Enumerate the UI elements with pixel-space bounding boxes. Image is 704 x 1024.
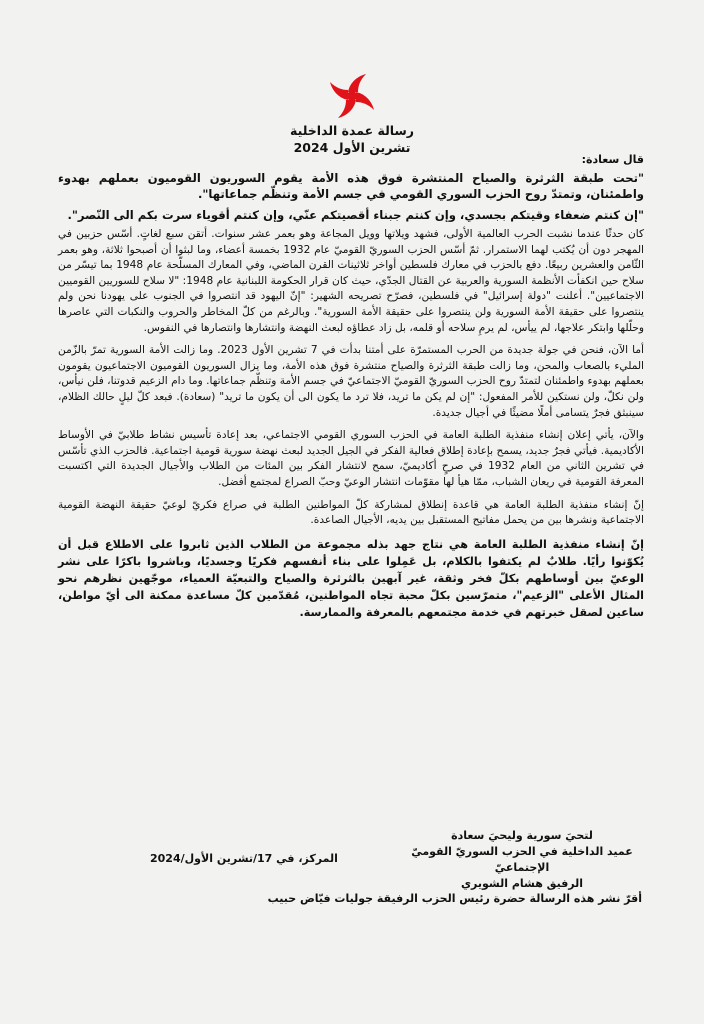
quote-label: قال سعادة: [581, 153, 644, 166]
paragraph-launch-base: إنّ إنشاء منفذية الطلبة العامة هي قاعدة إنطلاق لمشاركة كلّ المواطنين الطلبة في صراع فكريّ لوعيّ حقيقة النهضة القومية الاجتماعية ونشرها بين من يحمل مفاتيح المستقبل بين يديه، الأجيال الصاعدة. [58, 498, 644, 527]
paragraph-history: كان حدثًا عندما نشبت الحرب العالمية الأولى، فشهد ويلاتها وويل المجاعة وهو بعمر عشر سنوات. أتقن سبع لغاتٍ. أسّس حزبين في المهجر دون أن يُكتب لهما الاستمرار. ثمّ أسّس الحزب السوريّ القوميّ عام 1932 بخمسة أعضاء، وما لبثوا أن أصبحوا ثلاثة، وهو بعمر الثّامن والعشرين ربيعًا. دفع بالحزب في معارك فلسطين أواخر ثلاثينات القرن الماضي، وفي المعارك المسلّحة عام 1948 بما تيسّر من سلاح حين انكفأت الأنظمة السورية والعربية عن القتال الجدّي، حيث كان قرار الحكومة اللبنانية عام 1948: "لا سلاح للسوريين القوميين الاجتماعيين". أعلنت "دولة إسرائيل" في فلسطين، فصرّح تصريحه الشهير: "إنّ اليهود قد انتصروا في الجنوب على يهودنا نحن ولم ينتصروا على حقيقة الأمة السورية ولن ينتصروا على حقيقة الأمة السورية". وبالرغم من كلّ المخاطر والحروب والنكبات التي عاصرها وحلّلها وابتكر علاجها، لم ييأس، لم يرمِ سلاحه أو قلمه، بل زاد عطاؤه لبعث النهضة وانتشارها وانتصارها في النفوس. [58, 228, 644, 334]
letter-body [58, 152, 644, 628]
letter-header [0, 122, 704, 156]
letter-date: تشرين الأول 2024 [293, 140, 411, 155]
paragraph-students-effort: إنّ إنشاء منفذية الطلبة العامة هي نتاج جهد بذله مجموعة من الطلاب الذين ثابروا على الاطلاع قبل أن يُكوّنوا رأيًا. طلابٌ لم يكتفوا بالكلام، بل عَمِلوا على بناء أنفسهم فكريًا وجسديًا، وباشروا باكرًا على نشر الوعيّ بين أوساطهم بكلّ فخر وثقة، غير آبهين بالثرثرة والصياح والتبعيّة العمياء، موجّهين نظرهم نحو المثال الأعلى "الزعيم"، متمرّسين بكلّ محبة تجاه المواطنين، مُقدّمين كلّ مساعدة ممكنة الى أيّ مواطن، ساعين لصقل خبرتهم في خدمة مجتمعهم بالمعرفة والممارسة. [58, 537, 644, 619]
paragraph-current-war: أما الآن، فنحن في جولة جديدة من الحرب المستمرّة على أمتنا بدأت في 7 تشرين الأول 2023. وما زالت الأمة السورية تمرّ بالزّمن المليء بالصعاب والمحن، وما زالت طبقة الثرثرة والصياح منتشرة فوق هذه الأمة، وما يزال السوريون القوميون الاجتماعيون يقومون بعملهم بهدوء واطمئنان لتمتدّ روح الحزب السوريّ القوميّ الاجتماعيّ في جسم الأمة وتنظّم جماعاتها. وما دام الزعيم قدوتنا، فلن نيأس، ولن نكلّ، ولن نستكين للأمر المفعول: "إن لم يكن ما تريد، فلا ترد ما يكون الى أن يكون ما تريد" (سعادة). فبعد كلّ ليلٍ حالك الظلام، سينبثق فجرٌ يتسامى أملًا مضيئًا في أجيال جديدة. [58, 344, 644, 419]
party-logo-icon [324, 68, 380, 124]
publication-approval: أقرّ نشر هذه الرسالة حضرة رئيس الحزب الرفيقة جوليات فيّاض حبيب [267, 892, 642, 905]
signer-title: عميد الداخلية في الحزب السوريّ القوميّ الإجتماعيّ [411, 845, 633, 874]
letter-title: رسالة عمدة الداخلية [290, 123, 414, 138]
paragraph-student-directorate: والآن، يأتي إعلان إنشاء منفذية الطلبة العامة في الحزب السوري القومي الاجتماعي، بعد إعادة تأسيس نشاط طلابيّ في الأوساط الأكاديمية. فيأتي فجرٌ جديد، يسمح بإعادة إطلاق فعالية الفكر في الجيل الجديد لبعث نهضة سورية قومية اجتماعية. فالحزب الذي تأسّس في تشرين الثاني من العام 1932 في صرحٍ أكاديميّ، سمح لانتشار الفكر بين المئات من الطلاب والأجيال الجديدة التي اكتسبت المعرفة القومية في ريعان الشباب، ممّا هيأ لها مقوّمات انتشار الوعيّ وحبّ الصراع لمجتمع أفضل. [58, 429, 644, 488]
signature-block [402, 828, 642, 892]
quote-second: "إن كنتم ضعفاء وقيتكم بجسدي، وإن كنتم جبناء أقصيتكم عنّي، وإن كنتم أقوياء سرت بكم الى النّصر". [67, 207, 644, 222]
quote-first: "تحت طبقة الثرثرة والصياح المنتشرة فوق هذه الأمة يقوم السوريون القوميون بعملهم بهدوء واطمئنان، وتمتدّ روح الحزب السوري القومي في جسم الأمة وتنظّم جماعاتها". [58, 170, 644, 202]
signer-name: الرفيق هشام الشويري [460, 877, 584, 890]
dateline: المركز، في 17/تشرين الأول/2024 [150, 852, 338, 865]
closing-salutation: لتحيَ سورية وليحيَ سعادة [451, 829, 593, 842]
